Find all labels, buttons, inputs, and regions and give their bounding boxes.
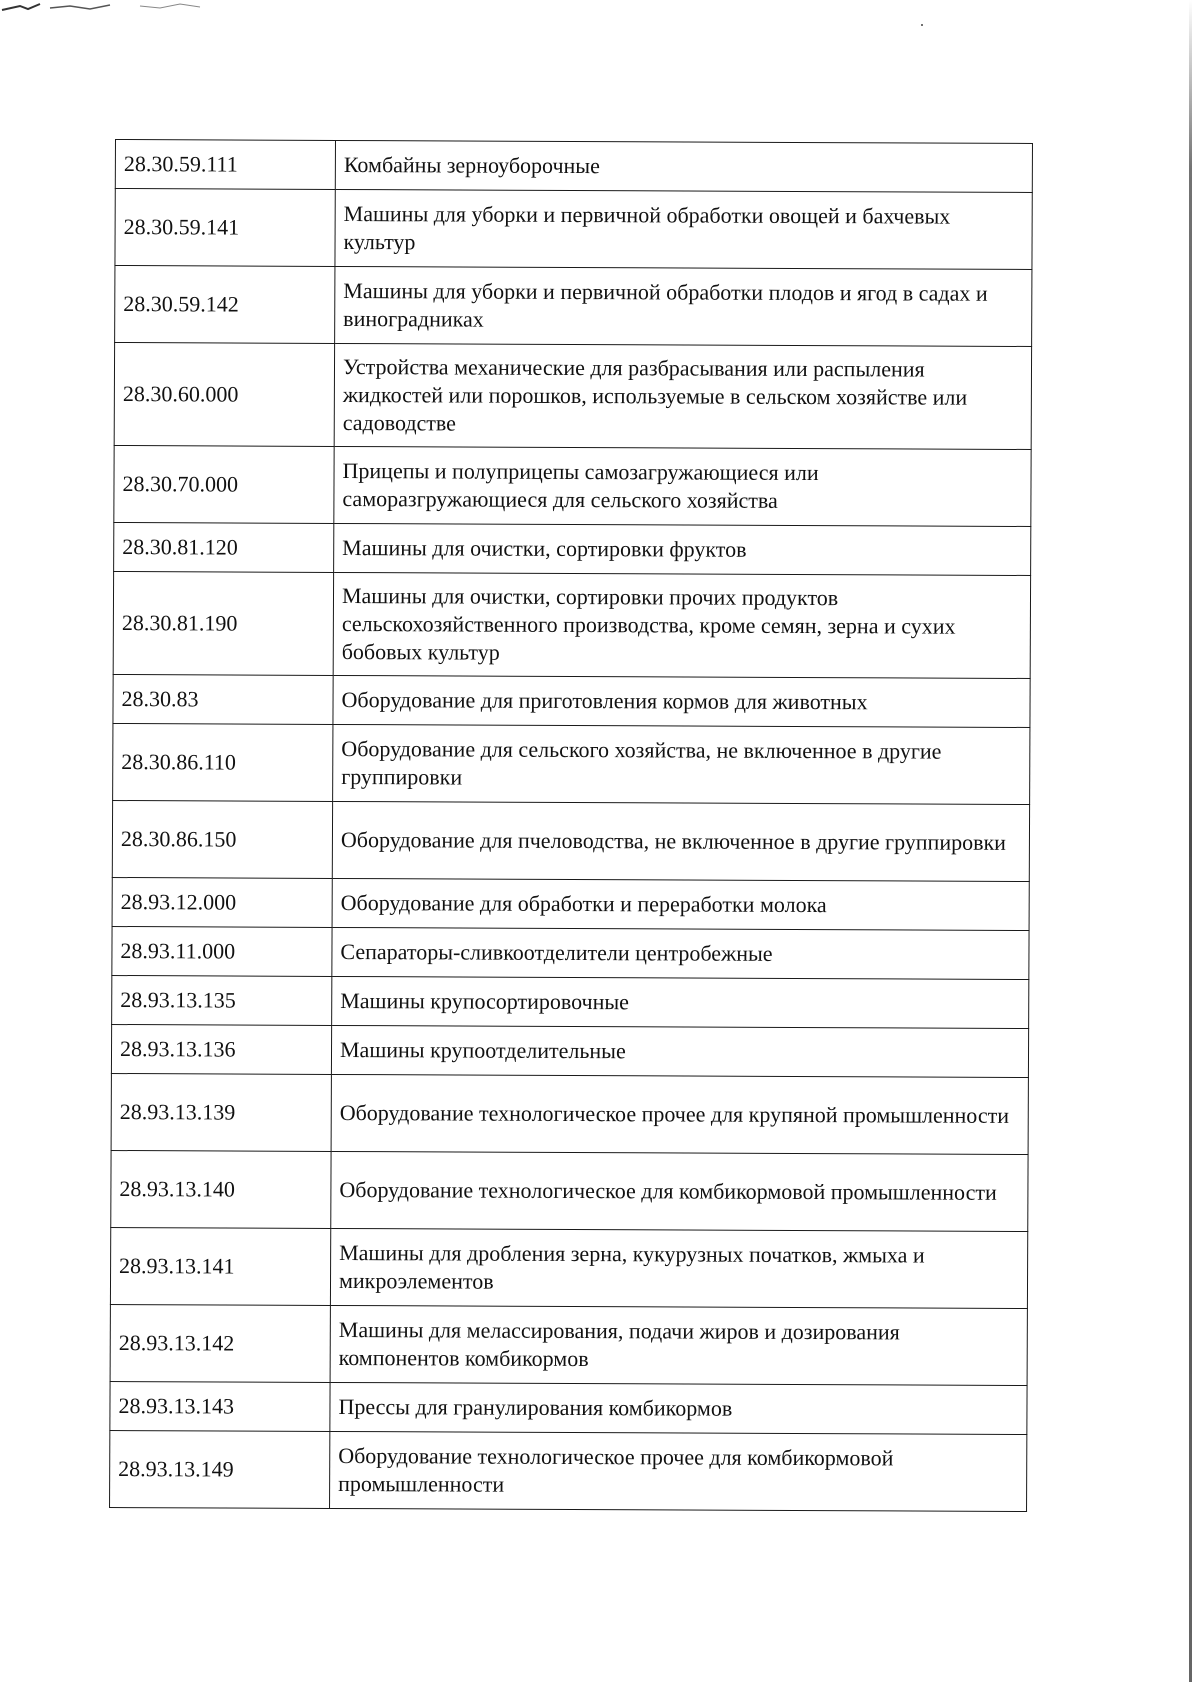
code-cell: 28.93.13.142 <box>110 1304 330 1382</box>
scan-edge-shadow <box>1189 0 1192 1682</box>
table-row <box>112 800 1029 881</box>
description-cell: Машины для очистки, сортировки прочих продуктов сельскохозяйственного производства, кроме семян, зерна и сухих бобовых культур <box>333 572 1030 678</box>
description-cell: Оборудование технологическое прочее для комбикормовой промышленности <box>330 1431 1027 1511</box>
description-cell: Оборудование технологическое для комбикормовой промышленности <box>331 1151 1028 1231</box>
description-cell: Машины для очистки, сортировки фруктов <box>334 523 1031 575</box>
table-row <box>110 1381 1027 1434</box>
code-cell: 28.30.60.000 <box>114 343 334 447</box>
table-row <box>112 926 1029 979</box>
table-row <box>115 266 1032 347</box>
table-row <box>113 571 1030 678</box>
description-cell: Оборудование для обработки и переработки молока <box>332 878 1029 930</box>
table-row <box>114 445 1031 526</box>
table-row <box>113 674 1030 727</box>
description-cell: Машины крупоотделительные <box>331 1025 1028 1077</box>
description-cell: Оборудование технологическое прочее для крупяной промышленности <box>331 1074 1028 1154</box>
code-cell: 28.30.86.150 <box>112 800 332 878</box>
table-row <box>112 975 1029 1028</box>
code-cell: 28.93.13.141 <box>110 1227 330 1305</box>
description-cell: Устройства механические для разбрасывания или распыления жидкостей или порошков, используемые в сельском хозяйстве или садоводстве <box>334 343 1031 449</box>
table-row <box>114 522 1031 575</box>
code-cell: 28.30.59.141 <box>115 189 335 267</box>
table-row <box>115 189 1032 270</box>
code-cell: 28.30.70.000 <box>114 445 334 523</box>
code-cell: 28.93.13.135 <box>112 975 332 1025</box>
table-row <box>112 877 1029 930</box>
description-cell: Оборудование для сельского хозяйства, не включенное в другие группировки <box>333 724 1030 804</box>
code-cell: 28.93.13.139 <box>111 1073 331 1151</box>
table-row <box>111 1150 1028 1231</box>
description-cell: Сепараторы-сливкоотделители центробежные <box>332 927 1029 979</box>
code-cell: 28.93.11.000 <box>112 926 332 976</box>
scan-artifact <box>0 0 220 14</box>
description-cell: Оборудование для приготовления кормов для животных <box>333 675 1030 727</box>
okpd-codes-table <box>109 139 1033 1512</box>
code-cell: 28.30.81.120 <box>114 522 334 572</box>
description-cell: Комбайны зерноуборочные <box>335 140 1032 192</box>
code-cell: 28.30.83 <box>113 674 333 724</box>
code-cell: 28.93.13.143 <box>110 1381 330 1431</box>
code-cell: 28.30.59.142 <box>115 266 335 344</box>
description-cell: Машины для мелассирования, подачи жиров и дозирования компонентов комбикормов <box>330 1305 1027 1385</box>
table-row <box>115 140 1032 193</box>
code-cell: 28.93.13.149 <box>110 1430 330 1508</box>
table-row <box>113 723 1030 804</box>
code-cell: 28.93.13.136 <box>111 1024 331 1074</box>
table-row <box>111 1073 1028 1154</box>
code-cell: 28.93.13.140 <box>111 1150 331 1228</box>
table-row <box>111 1024 1028 1077</box>
description-cell: Машины крупосортировочные <box>332 976 1029 1028</box>
description-cell: Прицепы и полуприцепы самозагружающиеся или саморазгружающиеся для сельского хозяйства <box>334 446 1031 526</box>
table-row <box>110 1227 1027 1308</box>
description-cell: Машины для уборки и первичной обработки плодов и ягод в садах и виноградниках <box>335 266 1032 346</box>
code-cell: 28.30.81.190 <box>113 571 333 675</box>
description-cell: Прессы для гранулирования комбикормов <box>330 1382 1027 1434</box>
code-cell: 28.30.86.110 <box>113 723 333 801</box>
code-cell: 28.30.59.111 <box>115 140 335 190</box>
table-row <box>110 1304 1027 1385</box>
description-cell: Оборудование для пчеловодства, не включенное в другие группировки <box>332 801 1029 881</box>
description-cell: Машины для дробления зерна, кукурузных початков, жмыха и микроэлементов <box>330 1228 1027 1308</box>
table-row <box>114 343 1031 450</box>
table-row <box>110 1430 1027 1511</box>
description-cell: Машины для уборки и первичной обработки овощей и бахчевых культур <box>335 189 1032 269</box>
code-cell: 28.93.12.000 <box>112 877 332 927</box>
scan-speck <box>921 24 923 26</box>
